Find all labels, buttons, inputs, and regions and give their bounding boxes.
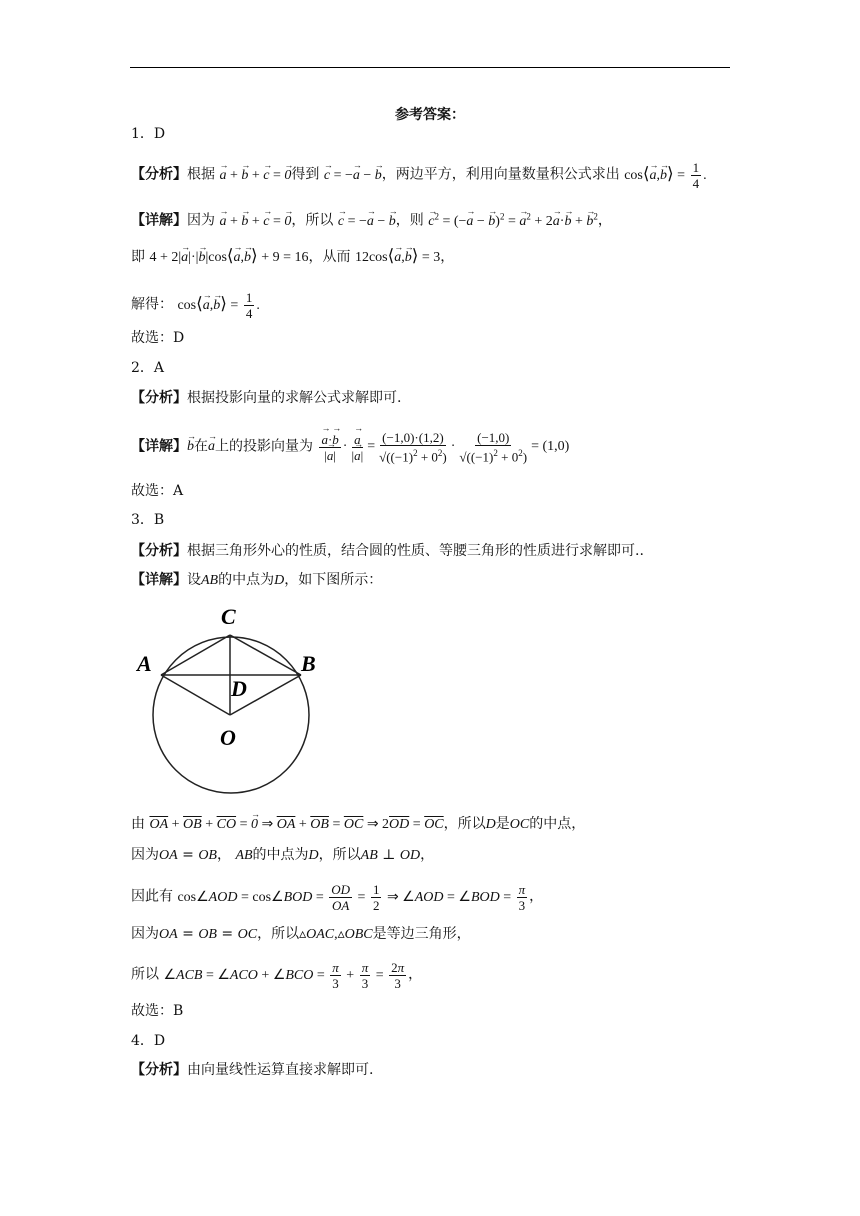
segment-BC [230, 635, 301, 675]
circle-triangle-figure [131, 600, 341, 795]
formula: cos⟨→ a,→ b⟩ = $\frac{1}{4}$ . [177, 298, 259, 313]
formula: → $\frac{a\cdot\to b}{|\to a|}$ · → $\frac{a}{|\to a|}$ = $\frac{(-1,0)\cdot(1,2)}{√((-1)^2 + 0^2)}$ · $\frac{(-1,0)}{√((-1)^2 + 0^2)}$ = (1,0) [317, 439, 569, 454]
formula: 12cos⟨→ a,→ b⟩ = 3 [355, 250, 440, 265]
q1-analysis: 【分析】根据 → a + → b + → c = → 0得到 → c = −→ a − → b，两边平方，利用向量数量积公式求出 cos⟨→ a,→ b⟩ = $\frac{1}{4}$ . [131, 160, 707, 191]
formula: ∠ACB = ∠ACO + ∠BCO = $\frac{\pi}{3}$ + $\frac{\pi}{3}$ = $\frac{2\pi}{3}$ [163, 960, 405, 991]
formula: cos⟨→ a,→ b⟩ = $\frac{1}{4}$ . [624, 168, 706, 183]
detail-tag: 【详解】 [131, 438, 187, 455]
segment-AO [161, 675, 230, 715]
formula: → c = −→ a − → b [324, 168, 382, 183]
analysis-tag: 【分析】 [131, 543, 187, 559]
q4-analysis: 【分析】由向量线性运算直接求解即可. [131, 1062, 374, 1078]
q2-detail: 【详解】→ b在→ a上的投影向量为 → $\frac{a\cdot\to b}{|\to a|}$ · → $\frac{a}{|\to a|}$ = $\frac{(-1,0)\cdot(1,2)}{√((-1)^2 + 0^2)}$ · $\frac{(-1,0)}{√((-1)^2 + 0^2)}$ = (1,0) [131, 430, 569, 464]
label-B: B [301, 651, 316, 676]
header-rule [130, 67, 730, 68]
q3-number: 3．B [131, 512, 165, 528]
q3-answer: 故选：B [131, 1003, 184, 1019]
q2-analysis: 【分析】根据投影向量的求解公式求解即可. [131, 390, 402, 406]
label-D: D [231, 676, 247, 701]
formula: cos∠AOD = cos∠BOD = $\frac{OD}{OA}$ = $\frac{1}{2}$ ⇒ ∠AOD = ∠BOD = $\frac{\pi}{3}$ [177, 882, 526, 913]
q3-line-so: 所以 ∠ACB = ∠ACO + ∠BCO = $\frac{\pi}{3}$ + $\frac{\pi}{3}$ = $\frac{2\pi}{3}$ ， [131, 960, 423, 991]
page-title: 参考答案： [395, 107, 465, 123]
q1-detail: 【详解】因为 → a + → b + → c = → 0，所以 → c = −→ a − → b，则 → $c^2$ = (−→ a − → b)$^2$ = → $a^2 + 2\to a\cdot\to b$ + → $b^2$， [131, 206, 612, 232]
q2-number: 2．A [131, 360, 165, 376]
label-O: O [220, 725, 236, 750]
detail-tag: 【详解】 [131, 212, 187, 229]
detail-tag: 【详解】 [131, 572, 187, 588]
q4-number: 4．D [131, 1033, 166, 1049]
formula: → c = −→ a − → b [338, 214, 396, 229]
q3-line-vector: 由 $\overline{OA} + \overline{OB} + \overline{CO}$ = → 0 ⇒ $\overline{OA} + \overline{OB} = \overline{OC}$ ⇒ $2\overline{OD} = \overline{OC}$，所以D是OC的中点， [131, 814, 585, 835]
analysis-tag: 【分析】 [131, 1062, 187, 1078]
q1-answer: 故选：D [131, 330, 185, 346]
q1-line3: 即 4 + 2|→ a|·|→ b|cos⟨→ a,→ b⟩ + 9 = 16，从而 12cos⟨→ a,→ b⟩ = 3， [131, 247, 454, 268]
formula: → $c^2$ = (−→ a − → b)$^2$ = → $a^2 + 2\to a\cdot\to b$ + → $b^2$ [428, 214, 598, 229]
label-A: A [137, 651, 152, 676]
label-C: C [221, 604, 236, 629]
q3-line-equilateral: 因为OA = OB = OC，所以▵OAC,▵OBC是等边三角形， [131, 926, 471, 942]
q3-line-hence: 因此有 cos∠AOD = cos∠BOD = $\frac{OD}{OA}$ = $\frac{1}{2}$ ⇒ ∠AOD = ∠BOD = $\frac{\pi}{3}$ ， [131, 882, 544, 913]
q3-detail: 【详解】设AB的中点为D，如下图所示： [131, 572, 383, 588]
analysis-tag: 【分析】 [131, 390, 187, 406]
q1-number: 1．D [131, 126, 166, 142]
formula: 4 + 2|→ a|·|→ b|cos⟨→ a,→ b⟩ + 9 = 16 [149, 250, 308, 265]
q2-answer: 故选：A [131, 483, 184, 499]
q1-solve: 解得： cos⟨→ a,→ b⟩ = $\frac{1}{4}$ . [131, 290, 260, 321]
formula: → a + → b + → c = → 0 [219, 214, 291, 229]
formula: → a + → b + → c = → 0 [219, 168, 291, 183]
formula: $\overline{OA} + \overline{OB} + \overline{CO}$ = → 0 ⇒ $\overline{OA} + \overline{OB} = \overline{OC}$ ⇒ $2\overline{OD} = \overline{OC}$ [149, 817, 443, 832]
analysis-tag: 【分析】 [131, 166, 187, 183]
q3-analysis: 【分析】根据三角形外心的性质，结合圆的性质、等腰三角形的性质进行求解即可.. [131, 543, 644, 559]
q3-line-because: 因为OA = OB， AB的中点为D，所以AB ⊥ OD， [131, 847, 435, 863]
segment-AC [161, 635, 230, 675]
